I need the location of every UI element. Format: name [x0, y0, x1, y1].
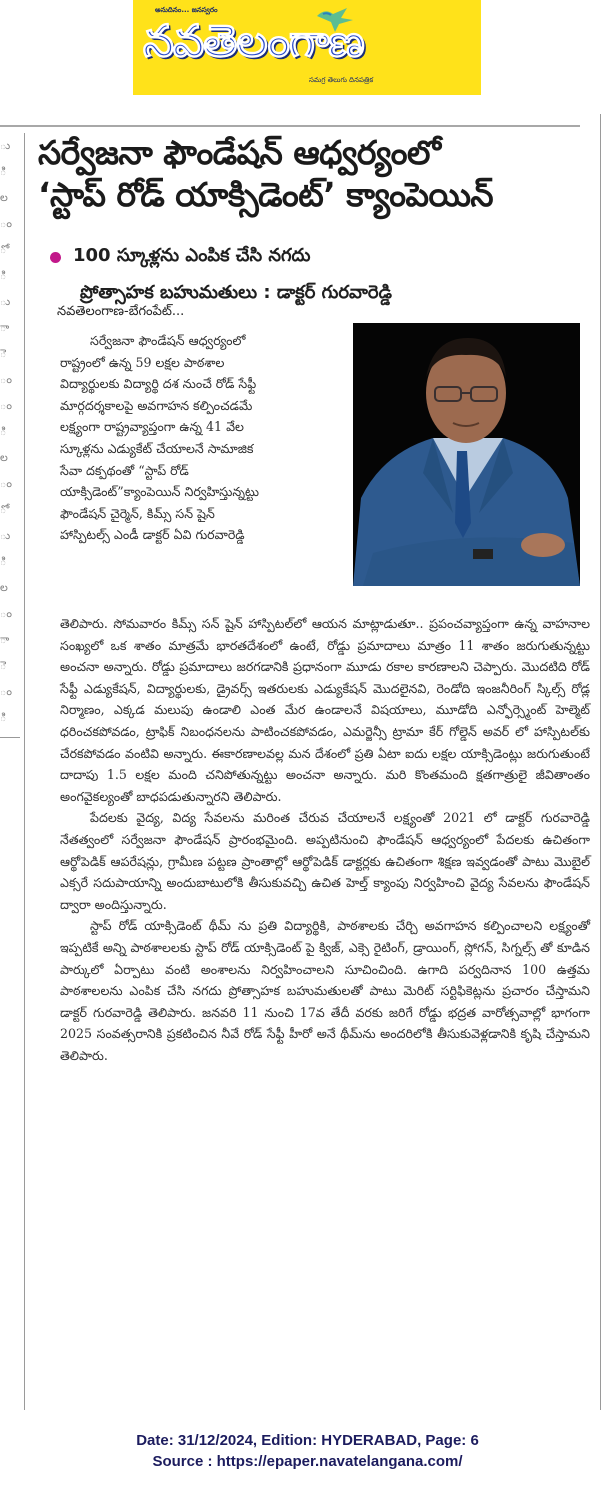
masthead-title: నవతెలంగాణ — [143, 16, 364, 67]
masthead-tagline-top: అనుదినం... జనస్వరం — [155, 6, 218, 14]
body-line: విద్యార్థులకు విద్యార్థి దశ నుంచే రోడ్ సేఫ్టీ — [60, 376, 257, 392]
dateline: నవతెలంగాణ-బేగంపేట్... — [57, 304, 185, 319]
body-paragraph-1: తెలిపారు. సోమవారం కిమ్స్ సన్ షైన్ హాస్పిటల్‌లో ఆయన మాట్లాడుతూ.. ప్రపంచవ్యాప్తంగా ఉన్న వాహనాల సంఖ్యలో ఒక శాతం మాత్రమే భారతదేశంలో ఉంటే, రోడ్డు ప్రమాదాలు మాత్రం 11 శాతం జరుగుతున్నట్టు అంచనా అన్నారు. రోడ్డు ప్రమాదాలు జరగడానికి ప్రధానంగా మూడు రకాల కారణాలని చెప్పారు. మొదటిది రోడ్ సేఫ్టీ ఎడ్యుకేషన్, విద్యార్థులకు, డ్రైవర్స్ ఇతరులకు ఎడ్యుకేషన్ మొదలైనవి, రెండోది ఇంజనీరింగ్ స్కిల్స్ రోడ్ల నిర్మాణం, ఎక్కడ మలుపు ఉండాలి ఎంత మేర ఉండాలనే విషయాలు, మూడోది ఎన్ఫోర్స్మెంట్ హెల్మెట్ ధరించకపోవడం, ట్రాఫిక్ నిబంధనలను పాటించకపోవడం, ఎమర్జెన్సీ ట్రామా కేర్ గోల్డెన్ అవర్ లో హాస్పిటల్‌కు చేరకపోవడం వంటివి అన్నారు. ఈకారణాలవల్ల మన దేశంలో ప్రతి ఏటా ఐదు లక్షల యాక్సిడెంట్లు జరుగుతుంటే దాదాపు 1.5 లక్షల మంది చనిపోతున్నట్టు అంచనా అన్నారు. మరి కొంతమంది క్షతగాత్రులై జీవితాంతం అంగవైకల్యంతో బాధపడుతున్నారని తెలిపారు. — [60, 616, 590, 804]
masthead-tagline-bottom: సమగ్ర తెలుగు దినపత్రిక — [309, 76, 374, 84]
masthead-logo — [133, 0, 481, 95]
source-footer — [0, 1430, 615, 1472]
subheadline-bullet — [50, 245, 310, 270]
body-line: రాష్ట్రంలో ఉన్న 59 లక్షల పాఠశాల — [60, 354, 225, 370]
body-line: సర్వేజనా ఫౌండేషన్ ఆధ్వర్యంలో — [90, 333, 246, 348]
source-url: Source : https://epaper.navatelangana.com/ — [152, 1453, 463, 1470]
edition-info: Date: 31/12/2024, Edition: HYDERABAD, Page: 6 — [136, 1432, 479, 1449]
body-paragraph-3: స్టాప్ రోడ్ యాక్సిడెంట్ థీమ్ ను ప్రతి విద్యార్థికి, పాఠశాలకు చేర్చి అవగాహన కల్పించాలని లక్ష్యంతో ఇప్పటికే అన్ని పాఠశాలలకు స్టాప్ రోడ్ యాక్సిడెంట్ పై క్విజ్, ఎక్సె రైటింగ్, డ్రాయింగ్, స్లోగన్, సిగ్నల్స్ తో కూడిన పార్కులో ఏర్పాటు వంటి అంశాలను నిర్వహించాలని సూచించింది. ఉగాది పర్వదినాన 100 ఉత్తమ పాఠశాలలను ఎంపిక చేసి నగదు ప్రోత్సాహక బహుమతులతో పాటు మెరిట్ సర్టిఫికెట్లను ప్రచారం చేస్తామని డాక్టర్ గురవారెడ్డి తెలిపారు. జనవరి 11 నుంచి 17వ తేదీ వరకు జరిగే రోడ్డు భద్రత వారోత్సవాల్లో భాగంగా 2025 సంవత్సరానికి ప్రకటించిన నీవే రోడ్ సేఫ్టీ హీరో అనే థీమ్‌ను అందరిలోకి తీసుకువెళ్లడానికి కృషి చేస్తామని తెలిపారు. — [60, 918, 591, 1063]
body-line: యాక్సిడెంట్”క్యాంపెయిన్ నిర్వహిస్తున్నట్టు — [60, 484, 260, 500]
article-headline — [38, 132, 598, 216]
subheadline-quote: ప్రోత్సాహక బహుమతులు : డాక్టర్ గురవారెడ్డి — [80, 282, 392, 303]
bullet-dot-icon — [50, 252, 61, 263]
headline-line-2: ‘స్టాప్ రోడ్ యాక్సిడెంట్’ క్యాంపెయిన్ — [38, 175, 494, 214]
top-divider — [0, 125, 580, 127]
subheadline-text: 100 స్కూళ్లను ఎంపిక చేసి నగదు — [73, 245, 311, 266]
body-line: మార్గదర్శకాలపై అవగాహన కల్పించడమే — [60, 397, 253, 413]
headline-line-1: సర్వేజనా ఫౌండేషన్ ఆధ్వర్యంలో — [38, 133, 441, 172]
left-column-divider — [24, 133, 25, 1410]
article-body-intro — [60, 330, 348, 546]
article-body-main — [60, 613, 590, 1066]
body-line: సేవా దక్పథంతో “స్టాప్ రోడ్ — [60, 462, 189, 478]
body-paragraph-2: పేదలకు వైద్య, విద్య సేవలను మరింత చేరువ చేయాలనే లక్ష్యంతో 2021 లో డాక్టర్ గురవారెడ్డి నేతత్వంలో సర్వేజనా ఫౌండేషన్ ప్రారంభమైంది. అప్పటినుంచి ఫౌండేషన్ ఆధ్వర్యంలో పేదలకు ఉచితంగా ఆర్థోపెడిక్ ఆపరేషన్లు, గ్రామీణ పట్టణ ప్రాంతాల్లో ఆర్థోపెడిక్ డాక్టర్లకు ఉచితంగా శిక్షణ ఇవ్వడంతో పాటు మొబైల్ ఎక్సరే సదుపాయాన్ని అందుబాటులోకి తీసుకువచ్చి ఉచిత హెల్త్ క్యాంపు నిర్వహించి వైద్య సేవలను ఫౌండేషన్ ద్వారా అందిస్తున్నారు. — [60, 810, 590, 912]
body-line: స్కూళ్లను ఎడ్యుకేట్ చేయాలనే సామాజిక — [60, 440, 254, 456]
right-column-divider — [600, 114, 601, 1410]
body-line: హాస్పిటల్స్ ఎండీ డాక్టర్ ఏవి గురవారెడ్డి — [60, 527, 245, 543]
body-line: లక్ష్యంగా రాష్ట్రవ్యాప్తంగా ఉన్న 41 వేల — [60, 419, 244, 435]
article-photo — [353, 323, 580, 586]
portrait-image — [353, 323, 580, 586]
adjacent-column-fragment: ు ి ల ం ో ి ు ా ె ం ం ి ల ం ో ు ి ల ం ా ె ం ి — [0, 133, 20, 1410]
body-line: ఫౌండేషన్ చైర్మెన్, కిమ్స్ సన్ షైన్ — [60, 505, 215, 521]
